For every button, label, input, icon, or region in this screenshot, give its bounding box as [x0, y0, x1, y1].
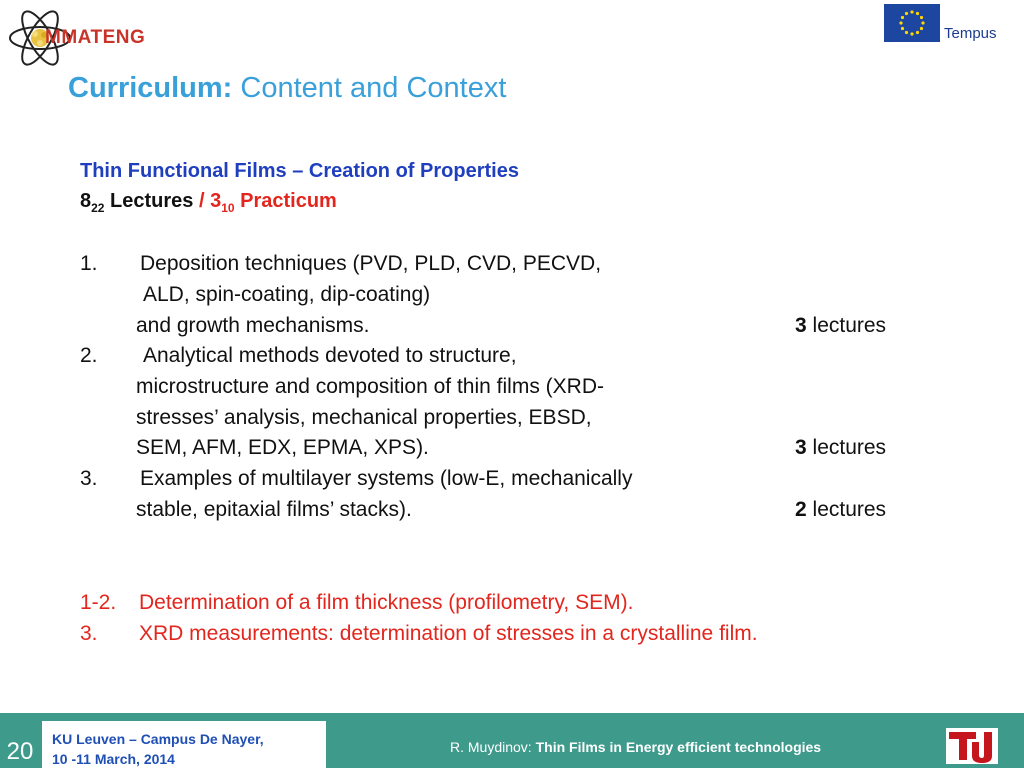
- topic-3-unit: lectures: [806, 498, 887, 521]
- slide-title-rest: Content and Context: [232, 72, 507, 104]
- topic-3-count: 2: [795, 498, 807, 521]
- topic-2-line-4: SEM, AFM, EDX, EPMA, XPS).: [136, 436, 429, 459]
- topic-1-line-2: ALD, spin-coating, dip-coating): [143, 283, 431, 306]
- topic-1-count: 3: [795, 314, 807, 337]
- footer-author-name: R. Muydinov:: [450, 739, 536, 755]
- practicum-item-2-text: XRD measurements: determination of stresses in a crystalline film.: [139, 622, 758, 645]
- topic-1-lectures: [795, 314, 886, 338]
- logo-text: MMATENG: [45, 27, 146, 48]
- topic-2-line-3: stresses’ analysis, mechanical properties, EBSD,: [136, 406, 592, 429]
- topic-2-count: 3: [795, 436, 807, 459]
- topic-3-line-1: Examples of multilayer systems (low-E, mechanically: [140, 467, 633, 490]
- footer-talk-title: Thin Films in Energy efficient technologies: [535, 739, 822, 755]
- topic-2-number: 2.: [80, 344, 98, 367]
- topic-1-line-3: and growth mechanisms.: [136, 314, 370, 337]
- tempus-label: Tempus: [944, 25, 997, 42]
- topic-2-line-2: microstructure and composition of thin films (XRD-: [136, 375, 604, 398]
- course-title: Thin Functional Films – Creation of Properties: [80, 160, 519, 182]
- practicum-sub: 10: [221, 201, 235, 215]
- topic-1-line-1: Deposition techniques (PVD, PLD, CVD, PECVD,: [140, 252, 602, 275]
- tu-berlin-logo-icon: [946, 728, 998, 764]
- topic-2-unit: lectures: [806, 436, 887, 459]
- eu-flag-icon: [884, 4, 940, 42]
- course-hours: [80, 190, 337, 215]
- hours-separator: /: [193, 190, 211, 212]
- topic-2-line-1: Analytical methods devoted to structure,: [143, 344, 517, 367]
- page-number: 20: [0, 724, 40, 768]
- topic-1-unit: lectures: [806, 314, 887, 337]
- slide-title-bold: Curriculum:: [68, 72, 233, 104]
- practicum-count: 3: [210, 190, 222, 212]
- footer-location-line-2: 10 -11 March, 2014: [52, 751, 175, 767]
- practicum-label: Practicum: [234, 190, 337, 212]
- topic-2-lectures: [795, 436, 886, 460]
- footer-location-line-1: KU Leuven – Campus De Nayer,: [52, 731, 264, 747]
- practicum-item-1-text: Determination of a film thickness (profilometry, SEM).: [139, 591, 634, 614]
- topic-3-number: 3.: [80, 467, 98, 490]
- footer-author: [450, 739, 821, 755]
- lectures-label: Lectures: [104, 190, 194, 212]
- practicum-item-2-number: 3.: [80, 622, 98, 645]
- topic-3-line-2: stable, epitaxial films’ stacks).: [136, 498, 412, 521]
- topic-1-number: 1.: [80, 252, 98, 275]
- lectures-sub: 22: [91, 201, 105, 215]
- lectures-count: 8: [80, 190, 92, 212]
- practicum-item-1-number: 1-2.: [80, 591, 117, 614]
- slide-title: [68, 72, 506, 105]
- topic-3-lectures: [795, 498, 886, 522]
